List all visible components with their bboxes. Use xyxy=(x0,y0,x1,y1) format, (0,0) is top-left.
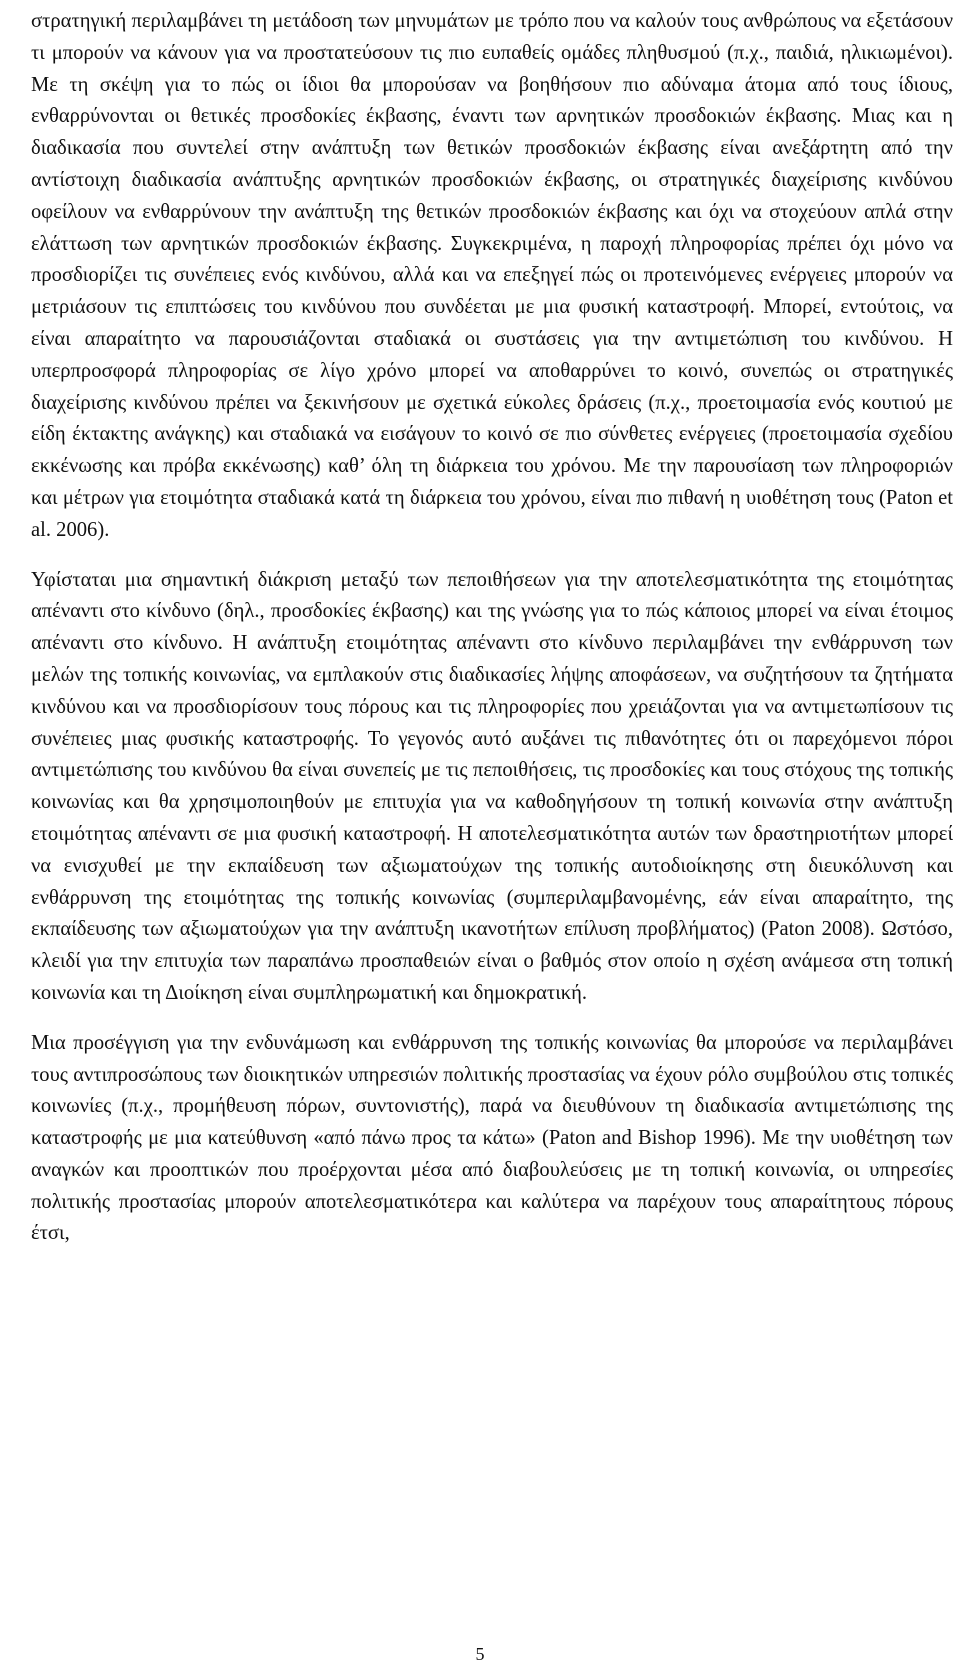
paragraph-3: Μια προσέγγιση για την ενδυνάμωση και ενθάρρυνση της τοπικής κοινωνίας θα μπορούσε να περιλαμβάνει τους αντιπροσώπους των διοικητικών υπηρεσιών πολιτικής προστασίας να έχουν ρόλο συμβούλου στις τοπικές κοινωνίες (π.χ., προμήθευση πόρων, συντονιστής), παρά να διευθύνουν τη διαδικασία αντιμετώπισης της καταστροφής με μια κατεύθυνση «από πάνω προς τα κάτω» (Paton and Bishop 1996). Με την υιοθέτηση των αναγκών και προοπτικών που προέρχονται μέσα από διαβουλεύσεις με τη τοπική κοινωνία, οι υπηρεσίες πολιτικής προστασίας μπορούν αποτελεσματικότερα και καλύτερα να παρέχουν τους απαραίτητους πόρους έτσι, xyxy=(31,1031,953,1245)
paragraph-2: Υφίσταται μια σημαντική διάκριση μεταξύ των πεποιθήσεων για την αποτελεσματικότητα της ετοιμότητας απέναντι στο κίνδυνο (δηλ., προσδοκίες έκβασης) και της γνώσης για το πώς κάποιος μπορεί να είναι έτοιμος απέναντι στο κίνδυνο. Η ανάπτυξη ετοιμότητας απέναντι στο κίνδυνο περιλαμβάνει την ενθάρρυνση των μελών της τοπικής κοινωνίας, να εμπλακούν στις διαδικασίες λήψης αποφάσεων, να συζητήσουν τα ζητήματα κινδύνου και να προσδιορίσουν τους πόρους και τις πληροφορίες που χρειάζονται για να αντιμετωπίσουν τις συνέπειες μιας φυσικής καταστροφής. Το γεγονός αυτό αυξάνει τις πιθανότητες ότι οι παρεχόμενοι πόροι αντιμετώπισης του κινδύνου θα είναι συνεπείς με τις πεποιθήσεις, τις προσδοκίες και τους στόχους της τοπικής κοινωνίας και θα χρησιμοποιηθούν με επιτυχία για να καθοδηγήσουν τη τοπική κοινωνία στην ανάπτυξη ετοιμότητας απέναντι σε μια φυσική καταστροφή. Η αποτελεσματικότητα αυτών των δραστηριοτήτων μπορεί να ενισχυθεί με την εκπαίδευση των αξιωματούχων της τοπικής αυτοδιοίκησης στη διευκόλυνση και ενθάρρυνση της ετοιμότητας της τοπικής κοινωνίας (συμπεριλαμβανομένης, εάν είναι απαραίτητο, της εκπαίδευσης των αξιωματούχων για την ανάπτυξη ικανοτήτων επίλυση προβλήματος) (Paton 2008). Ωστόσο, κλειδί για την επιτυχία των παραπάνω προσπαθειών είναι ο βαθμός στον οποίο η σχέση ανάμεσα στη τοπική κοινωνία και τη Διοίκηση είναι συμπληρωματική και δημοκρατική. xyxy=(31,568,953,1004)
document-body xyxy=(31,6,953,1250)
page-number: 5 xyxy=(475,1644,485,1664)
paragraph-1: στρατηγική περιλαμβάνει τη μετάδοση των μηνυμάτων με τρόπο που να καλούν τους ανθρώπους να εξετάσουν τι μπορούν να κάνουν για να προστατεύσουν τις πιο ευπαθείς ομάδες πληθυσμού (π.χ., παιδιά, ηλικιωμένοι). Με τη σκέψη για το πώς οι ίδιοι θα μπορούσαν να βοηθήσουν πιο αδύναμα άτομα από τους ίδιους, ενθαρρύνονται οι θετικές προσδοκίες έκβασης, έναντι των αρνητικών προσδοκιών έκβασης. Μιας και η διαδικασία που συντελεί στην ανάπτυξη των θετικών προσδοκιών έκβασης είναι ανεξάρτητη από την αντίστοιχη διαδικασία ανάπτυξης αρνητικών προσδοκιών έκβασης, οι στρατηγικές διαχείρισης κινδύνου οφείλουν να ενθαρρύνουν την ανάπτυξη της θετικών προσδοκιών έκβασης και όχι να στοχεύουν απλά στην ελάττωση των αρνητικών προσδοκιών έκβασης. Συγκεκριμένα, η παροχή πληροφορίας πρέπει όχι μόνο να προσδιορίζει τις συνέπειες ενός κινδύνου, αλλά και να επεξηγεί πώς οι προτεινόμενες ενέργειες μπορούν να μετριάσουν τις επιπτώσεις του κινδύνου που συνδέεται με μια φυσική καταστροφή. Μπορεί, εντούτοις, να είναι απαραίτητο να παρουσιάζονται σταδιακά οι συστάσεις για την αντιμετώπιση του κινδύνου. Η υπερπροσφορά πληροφορίας σε λίγο χρόνο μπορεί να αποθαρρύνει το κοινό, συνεπώς οι στρατηγικές διαχείρισης κινδύνου πρέπει να ξεκινήσουν με σχετικά εύκολες δράσεις (π.χ., προετοιμασία ενός κουτιού με είδη έκτακτης ανάγκης) και σταδιακά να εισάγουν το κοινό σε πιο σύνθετες ενέργειες (προετοιμασία σχεδίου εκκένωσης και πρόβα εκκένωσης) καθ’ όλη τη διάρκεια του χρόνου. Με την παρουσίαση των πληροφοριών και μέτρων για ετοιμότητα σταδιακά κατά τη διάρκεια του χρόνου, είναι πιο πιθανή η υιοθέτηση τους (Paton et al. 2006). xyxy=(31,10,953,541)
